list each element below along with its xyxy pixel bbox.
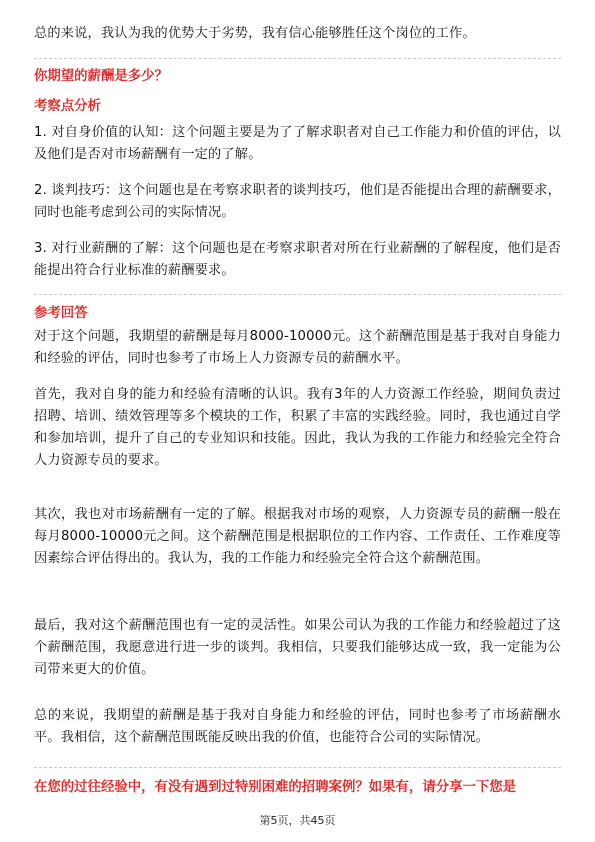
answer-paragraph-3: 其次，我也对市场薪酬有一定的了解。根据我对市场的观察，人力资源专员的薪酬一般在每月8000-10000元之间。这个薪酬范围是根据职位的工作内容、工作责任、工作难度等因素综合评估得出的。我认为，我的工作能力和经验完全符合这个薪酬范围。 <box>34 507 561 566</box>
answer-paragraph-4: 最后，我对这个薪酬范围也有一定的灵活性。如果公司认为我的工作能力和经验超过了这个薪酬范围，我愿意进行进一步的谈判。我相信，只要我们能够达成一致，我一定能为公司带来更大的价值。 <box>34 618 561 677</box>
divider <box>34 294 561 295</box>
next-question-title: 在您的过往经验中，有没有遇到过特别困难的招聘案例？如果有，请分享一下您是 <box>34 780 517 795</box>
answer-paragraph-5: 总的来说，我期望的薪酬是基于我对自身能力和经验的评估，同时也参考了市场薪酬水平。我相信，这个薪酬范围既能反映出我的价值，也能符合公司的实际情况。 <box>34 708 561 745</box>
answer-paragraph-2: 首先，我对自身的能力和经验有清晰的认识。我有3年的人力资源工作经验，期间负责过招聘、培训、绩效管理等多个模块的工作，积累了丰富的实践经验。同时，我也通过自学和参加培训，提升了自己的专业知识和技能。因此，我认为我的工作能力和经验完全符合人力资源专员的要求。 <box>34 387 561 468</box>
question-title: 你期望的薪酬是多少？ <box>34 69 168 84</box>
analysis-point-2: 2. 谈判技巧：这个问题也是在考察求职者的谈判技巧，他们是否能提出合理的薪酬要求，同时也能考虑到公司的实际情况。 <box>34 183 561 220</box>
analysis-heading: 考察点分析 <box>34 99 101 114</box>
answer-heading: 参考回答 <box>34 306 88 321</box>
analysis-point-1: 1. 对自身价值的认知：这个问题主要是为了了解求职者对自己工作能力和价值的评估，以及他们是否对市场薪酬有一定的了解。 <box>34 125 561 162</box>
divider <box>34 767 561 768</box>
divider <box>34 58 561 59</box>
analysis-point-3: 3. 对行业薪酬的了解：这个问题也是在考察求职者对所在行业薪酬的了解程度，他们是否能提出符合行业标准的薪酬要求。 <box>34 241 561 278</box>
top-paragraph: 总的来说，我认为我的优势大于劣势，我有信心能够胜任这个岗位的工作。 <box>34 26 476 41</box>
page-number: 第5页，共45页 <box>259 814 336 827</box>
answer-paragraph-1: 对于这个问题，我期望的薪酬是每月8000-10000元。这个薪酬范围是基于我对自身能力和经验的评估，同时也参考了市场上人力资源专员的薪酬水平。 <box>34 329 561 366</box>
